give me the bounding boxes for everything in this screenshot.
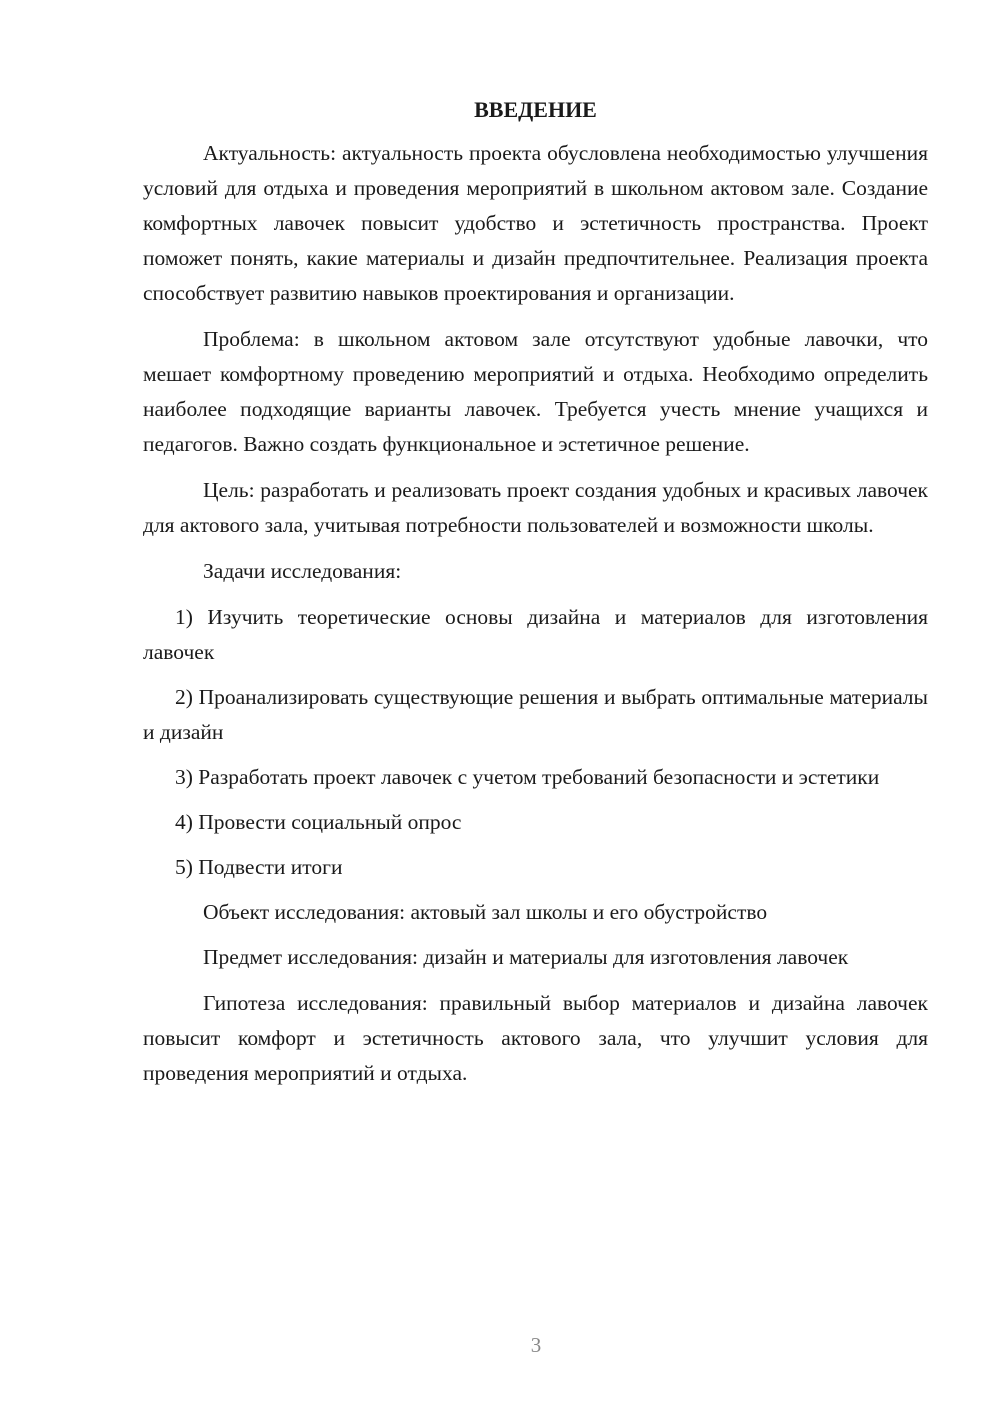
page-number: 3 xyxy=(530,1333,542,1357)
paragraph-hypothesis: Гипотеза исследования: правильный выбор материалов и дизайна лавочек повысит комфорт и эстетичность актового зала, что улучшит условия для проведения мероприятий и отдыха. xyxy=(143,991,928,1085)
paragraph-subject: Предмет исследования: дизайн и материалы для изготовления лавочек xyxy=(203,945,849,969)
paragraph-problem: Проблема: в школьном актовом зале отсутствуют удобные лавочки, что мешает комфортному проведению мероприятий и отдыха. Необходимо определить наиболее подходящие варианты лавочек. Требуется учесть мнение учащихся и педагогов. Важно создать функциональное и эстетичное решение. xyxy=(143,327,928,456)
task-item-1: 1) Изучить теоретические основы дизайна и материалов для изготовления лавочек xyxy=(143,605,928,664)
task-item-3: 3) Разработать проект лавочек с учетом требований безопасности и эстетики xyxy=(175,765,880,789)
paragraph-relevance: Актуальность: актуальность проекта обусловлена необходимостью улучшения условий для отдыха и проведения мероприятий в школьном актовом зале. Создание комфортных лавочек повысит удобство и эстетичность пространства. Проект поможет понять, какие материалы и дизайн предпочтительнее. Реализация проекта способствует развитию навыков проектирования и организации. xyxy=(143,141,928,305)
paragraph-object: Объект исследования: актовый зал школы и его обустройство xyxy=(203,900,768,924)
task-item-5: 5) Подвести итоги xyxy=(175,855,343,879)
section-title: ВВЕДЕНИЕ xyxy=(474,97,597,122)
task-item-2: 2) Проанализировать существующие решения и выбрать оптимальные материалы и дизайн xyxy=(143,685,928,744)
task-item-4: 4) Провести социальный опрос xyxy=(175,810,462,834)
tasks-heading: Задачи исследования: xyxy=(203,559,402,583)
document-page xyxy=(143,94,928,1091)
paragraph-goal: Цель: разработать и реализовать проект создания удобных и красивых лавочек для актового зала, учитывая потребности пользователей и возможности школы. xyxy=(143,478,928,537)
